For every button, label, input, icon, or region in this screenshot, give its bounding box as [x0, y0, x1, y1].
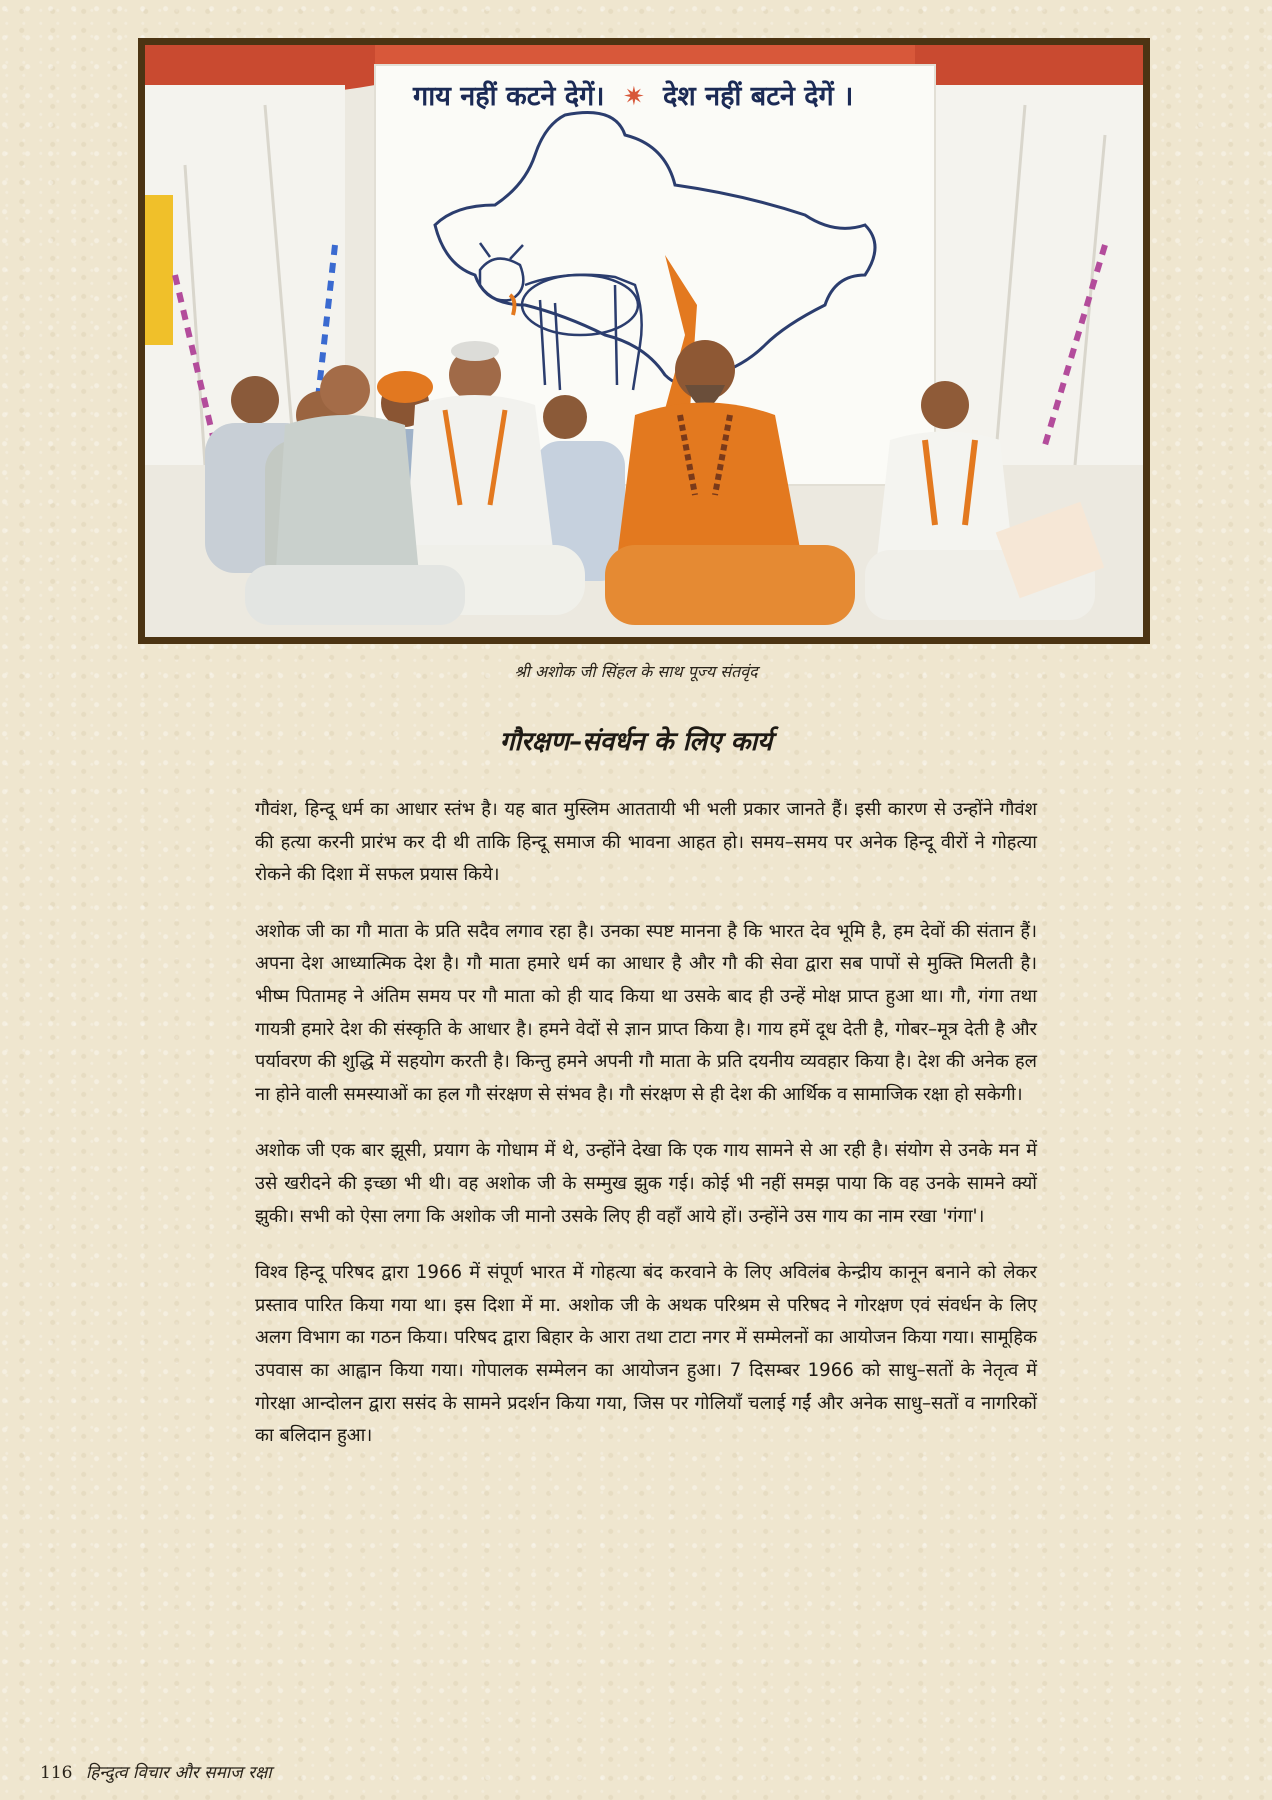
- page-footer: [40, 1760, 272, 1783]
- svg-text:✷: ✷: [623, 82, 645, 112]
- banner-right-text: देश नहीं बटने देगें ।: [663, 81, 854, 112]
- paragraph-2: अशोक जी का गौ माता के प्रति सदैव लगाव रहा है। उनका स्पष्ट मानना है कि भारत देव भूमि है, हम देवों की संतान हैं। अपना देश आध्यात्मिक देश है। गौ माता हमारे धर्म का आधार है और गौ की सेवा द्वारा सब पापों से मुक्ति मिलती है। भीष्म पितामह ने अंतिम समय पर गौ माता को ही याद किया था उसके बाद ही उन्हें मोक्ष प्राप्त हुआ था। गौ, गंगा तथा गायत्री हमारे देश की संस्कृति के आधार है। हमने वेदों से ज्ञान प्राप्त किया है। गाय हमें दूध देती है, गोबर–मूत्र देती है और पर्यावरण की शुद्धि में सहयोग करती है। किन्तु हमने अपनी गौ माता के प्रति दयनीय व्यवहार किया है। देश की अनेक हल ना होने वाली समस्याओं का हल गौ संरक्षण से संभव है। गौ संरक्षण से ही देश की आर्थिक व सामाजिक रक्षा हो सकेगी।: [255, 920, 1037, 1105]
- article-body: [255, 794, 1037, 1477]
- book-title: हिन्दुत्व विचार और समाज रक्षा: [85, 1763, 272, 1783]
- paragraph-1: गौवंश, हिन्दू धर्म का आधार स्तंभ है। यह बात मुस्लिम आततायी भी भली प्रकार जानते हैं। इसी कारण से उन्होंने गौवंश की हत्या करनी प्रारंभ कर दी थी ताकि हिन्दू समाज की भावना आहत हो। समय–समय पर अनेक हिन्दू वीरों ने गोहत्या रोकने की दिशा में सफल प्रयास किये।: [255, 799, 1037, 886]
- section-heading: गौरक्षण–संवर्धन के लिए कार्य: [499, 727, 773, 757]
- photo-illustration: [145, 45, 1143, 637]
- page-number: 116: [40, 1763, 73, 1783]
- event-photo: [138, 38, 1150, 644]
- photo-caption: श्री अशोक जी सिंहल के साथ पूज्य संतवृंद: [514, 662, 758, 681]
- paragraph-4: विश्व हिन्दू परिषद द्वारा 1966 में संपूर्ण भारत में गोहत्या बंद करवाने के लिए अविलंब केन्द्रीय कानून बनाने को लेकर प्रस्ताव पारित किया गया था। इस दिशा में मा. अशोक जी के अथक परिश्रम से परिषद ने गोरक्षण एवं संवर्धन के लिए अलग विभाग का गठन किया। परिषद द्वारा बिहार के आरा तथा टाटा नगर में सम्मेलनों का आयोजन किया गया। सामूहिक उपवास का आह्वान किया गया। गोपालक सम्मेलन का आयोजन हुआ। 7 दिसम्बर 1966 को साधु–सतों के नेतृत्व में गोरक्षा आन्दोलन द्वारा ससंद के सामने प्रदर्शन किया गया, जिस पर गोलियाँ चलाई गईं और अनेक साधु–सतों व नागरिकों का बलिदान हुआ।: [255, 1262, 1037, 1447]
- banner-left-text: गाय नहीं कटने देगें।: [413, 81, 605, 112]
- paragraph-3: अशोक जी एक बार झूसी, प्रयाग के गोधाम में थे, उन्होंने देखा कि एक गाय सामने से आ रही है। संयोग से उनके मन में उसे खरीदने की इच्छा भी थी। वह अशोक जी के सम्मुख झुक गई। कोई भी नहीं समझ पाया कि वह उनके सामने क्यों झुकी। सभी को ऐसा लगा कि अशोक जी मानो उसके लिए ही वहाँ आये हों। उन्होंने उस गाय का नाम रखा 'गंगा'।: [255, 1140, 1037, 1227]
